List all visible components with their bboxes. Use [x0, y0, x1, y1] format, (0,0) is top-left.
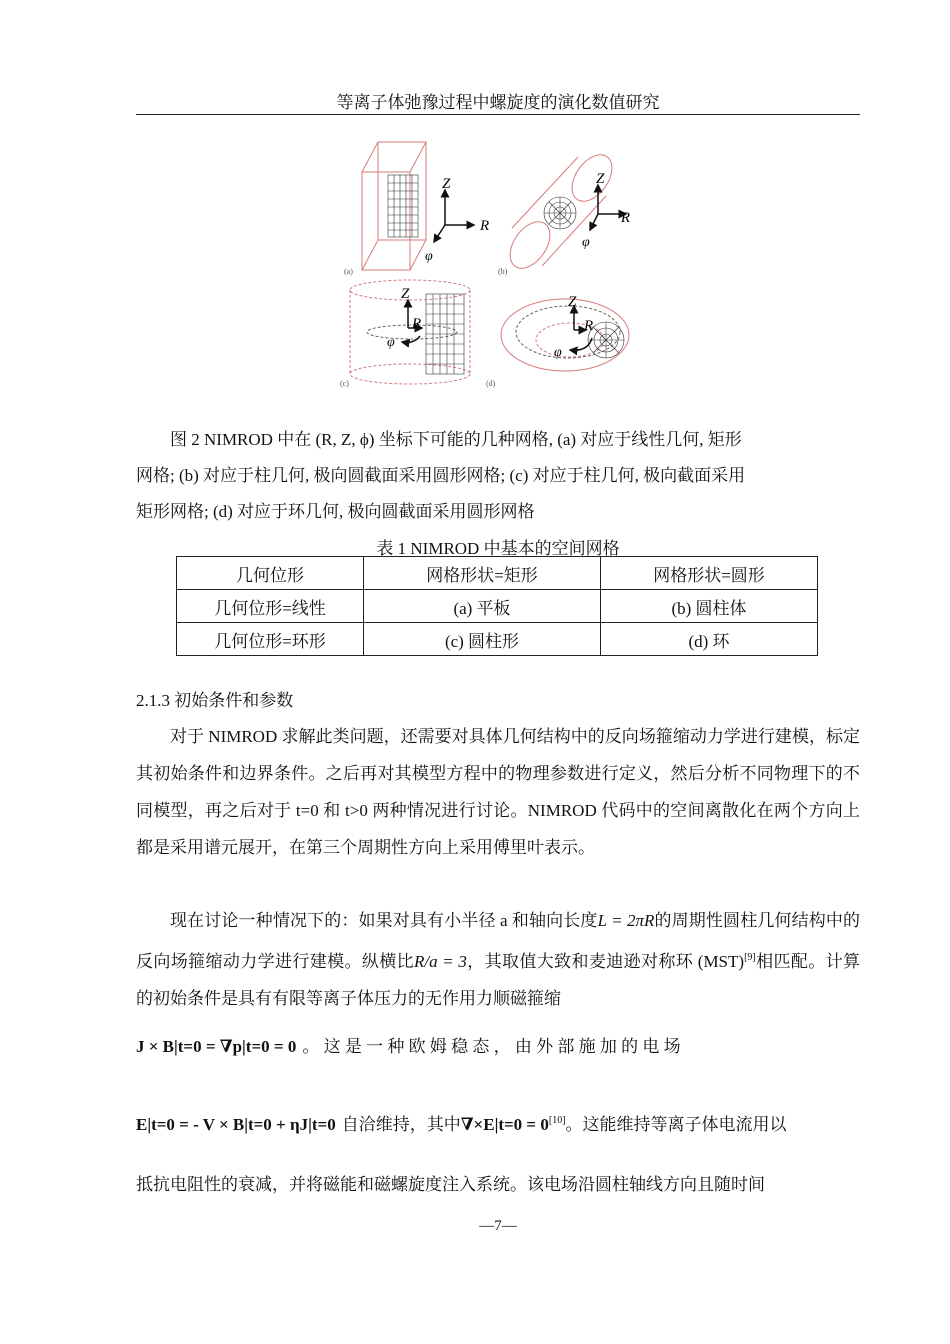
citation-10: [10]	[548, 1115, 566, 1126]
paragraph-2-text-a: 现在讨论一种情况下的：如果对具有小半径 a 和轴向长度	[170, 911, 598, 930]
panel-b-z-label: Z	[596, 171, 605, 187]
paragraph-2-text-d: 相匹配。计算的初始条件是具有有限等离子体压力的无作用力顺磁箍缩	[136, 952, 860, 1008]
panel-a-label: (a)	[344, 267, 353, 276]
page-number: —7—	[479, 1218, 517, 1234]
table-row	[177, 623, 818, 656]
equation-line-1-text: 。 这 是 一 种 欧 姆 稳 态 ， 由 外 部 施 加 的 电 场	[302, 1037, 681, 1056]
panel-c-grid	[426, 294, 464, 374]
panel-a-grid	[388, 175, 418, 237]
equation-curl-e: ∇×E|t=0 = 0	[460, 1115, 549, 1134]
table-cell: 几何位形=线性	[177, 590, 364, 623]
paragraph-2-text-b: 的周期性圆柱几何结构中的反向场箍缩动力学进行建模。纵横比	[136, 911, 861, 971]
last-line: 抵抗电阻性的衰减，并将磁能和磁螺旋度注入系统。该电场沿圆柱轴线方向且随时间	[136, 1175, 765, 1194]
section-heading: 2.1.3 初始条件和参数	[136, 691, 294, 710]
panel-b-polar-grid	[544, 197, 576, 229]
panel-b-r-label: R	[620, 210, 630, 226]
paragraph-1	[136, 718, 860, 866]
panel-d-r-label: R	[584, 318, 594, 334]
panel-d-polar-grid	[588, 322, 624, 358]
equation-electric-field: E|t=0 = - V × B|t=0 + ηJ|t=0	[136, 1115, 336, 1134]
equation-length: L = 2πR	[597, 911, 655, 930]
panel-b-label: (b)	[498, 267, 508, 276]
table-header-cell: 网格形状=矩形	[364, 557, 601, 590]
table-title: 表 1 NIMROD 中基本的空间网格	[376, 539, 620, 558]
panel-a-r-label: R	[480, 218, 490, 234]
equation-force-free: J × B|t=0 = ∇p|t=0 = 0	[136, 1037, 297, 1056]
panel-c-label: (c)	[340, 379, 349, 388]
table-cell: (d) 环	[601, 623, 818, 656]
panel-c-z-label: Z	[401, 286, 410, 302]
caption-line-1: 图 2 NIMROD 中在 (R, Z, ϕ) 坐标下可能的几种网格, (a) 对应于线性几何, 矩形	[170, 430, 742, 449]
panel-a-phi-label: φ	[425, 249, 433, 264]
panel-c-cylinder	[350, 280, 470, 384]
equation-line-2	[136, 1110, 860, 1135]
table-header-cell: 几何位形	[177, 557, 364, 590]
panel-b-cylinder	[502, 148, 620, 276]
paragraph-2-text-c: ，其取值大致和麦迪逊对称环 (MST)	[466, 952, 745, 971]
table-cell: (a) 平板	[364, 590, 601, 623]
equation-aspect-ratio: R/a = 3	[414, 952, 467, 971]
table-row	[177, 590, 818, 623]
equation-line-1	[136, 1032, 860, 1057]
grid-table	[176, 556, 818, 656]
table-cell: 几何位形=环形	[177, 623, 364, 656]
table-header-row	[177, 557, 818, 590]
caption-line-2: 网格; (b) 对应于柱几何, 极向圆截面采用圆形网格; (c) 对应于柱几何, 极向截面采用	[136, 466, 746, 485]
table-cell: (c) 圆柱形	[364, 623, 601, 656]
figure-caption	[136, 422, 860, 530]
citation-9: [9]	[744, 952, 756, 963]
table-header-cell: 网格形状=圆形	[601, 557, 818, 590]
table-cell: (b) 圆柱体	[601, 590, 818, 623]
panel-d-label: (d)	[486, 379, 496, 388]
caption-line-3: 矩形网格; (d) 对应于环几何, 极向圆截面采用圆形网格	[136, 502, 535, 521]
header-rule	[136, 114, 860, 115]
panel-a-z-label: Z	[442, 176, 451, 192]
grid-geometry-figure	[330, 130, 630, 392]
panel-c-r-label: R	[412, 316, 422, 332]
equation-line-2-text-a: 自洽维持，其中	[341, 1115, 461, 1134]
panel-b-phi-label: φ	[582, 235, 590, 250]
paragraph-1-text: 对于 NIMROD 求解此类问题，还需要对具体几何结构中的反向场箍缩动力学进行建模，标定其初始条件和边界条件。之后再对其模型方程中的物理参数进行定义，然后分析不同物理下的不同模型，再之后对于 t=0 和 t>0 两种情况进行讨论。NIMROD 代码中的空间离散化在两个方向上都是采用谱元展开，在第三个周期性方向上采用傅里叶表示。	[136, 727, 860, 857]
paragraph-2	[136, 902, 860, 1017]
panel-d-z-label: Z	[568, 294, 577, 310]
panel-c-phi-label: φ	[387, 335, 395, 350]
panel-d-phi-label: φ	[554, 345, 562, 360]
equation-line-2-text-b: 。这能维持等离子体电流用以	[565, 1115, 787, 1134]
running-header: 等离子体弛豫过程中螺旋度的演化数值研究	[336, 93, 660, 112]
